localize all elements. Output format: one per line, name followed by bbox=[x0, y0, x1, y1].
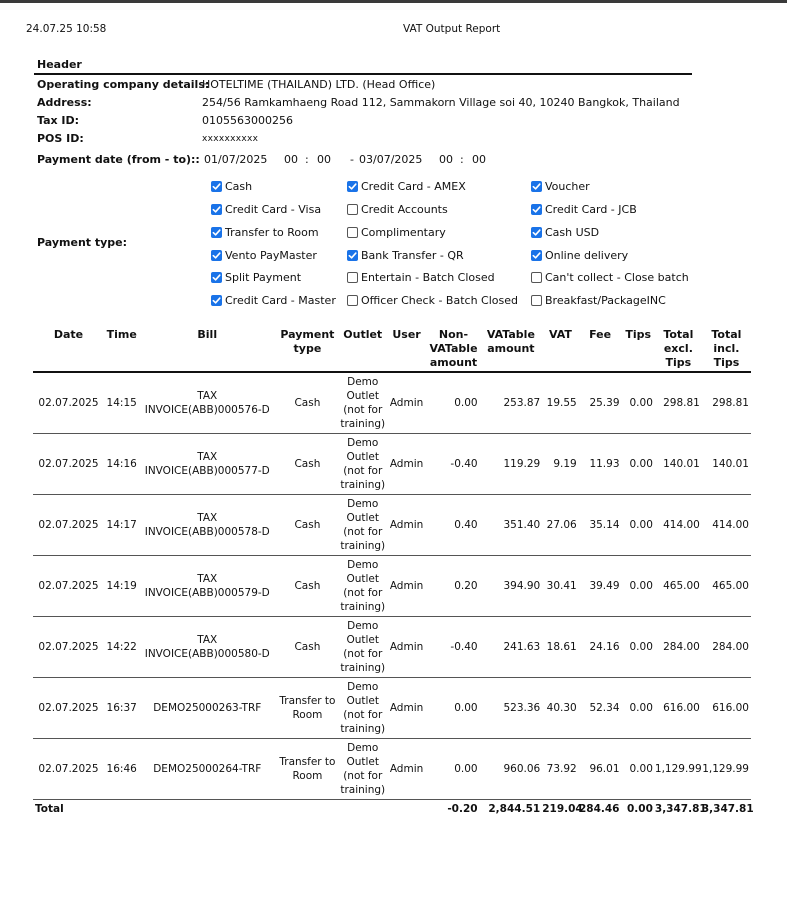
row-date: 02.07.2025 bbox=[33, 495, 104, 556]
checkbox-checked-icon[interactable] bbox=[211, 227, 222, 238]
row-nonvat: 0.00 bbox=[427, 372, 479, 434]
table-row bbox=[33, 495, 751, 556]
company-label: Operating company details: bbox=[37, 78, 210, 91]
row-total-incl-tips: 414.00 bbox=[702, 495, 751, 556]
payment-option[interactable]: Officer Check - Batch Closed bbox=[347, 294, 518, 307]
checkbox-checked-icon[interactable] bbox=[211, 181, 222, 192]
row-total-excl-tips: 414.00 bbox=[655, 495, 702, 556]
row-vatable: 241.63 bbox=[480, 617, 543, 678]
row-payment-type: Transfer to Room bbox=[275, 739, 340, 800]
row-payment-type: Cash bbox=[275, 556, 340, 617]
header-divider bbox=[34, 73, 692, 75]
checkbox-checked-icon[interactable] bbox=[211, 272, 222, 283]
row-vatable: 351.40 bbox=[480, 495, 543, 556]
row-total-excl-tips: 140.01 bbox=[655, 434, 702, 495]
row-date: 02.07.2025 bbox=[33, 739, 104, 800]
table-header-row bbox=[33, 328, 751, 372]
row-payment-type: Cash bbox=[275, 372, 340, 434]
row-bill: DEMO25000264-TRF bbox=[139, 739, 275, 800]
payment-option[interactable]: Credit Accounts bbox=[347, 203, 448, 216]
row-tips: 0.00 bbox=[622, 556, 655, 617]
col-header: Tips bbox=[622, 328, 655, 372]
time-from-minute[interactable]: 00 bbox=[317, 153, 331, 166]
col-header: Fee bbox=[579, 328, 622, 372]
date-from-input[interactable]: 01/07/2025 bbox=[204, 153, 268, 166]
col-header: Total excl. Tips bbox=[655, 328, 702, 372]
row-outlet: Demo Outlet (not for training) bbox=[340, 556, 386, 617]
row-total-incl-tips: 465.00 bbox=[702, 556, 751, 617]
payment-option[interactable]: Transfer to Room bbox=[211, 226, 319, 239]
report-title: VAT Output Report bbox=[403, 23, 501, 35]
print-timestamp: 24.07.25 10:58 bbox=[26, 23, 107, 35]
checkbox-checked-icon[interactable] bbox=[531, 227, 542, 238]
row-vatable: 119.29 bbox=[480, 434, 543, 495]
row-time: 16:37 bbox=[104, 678, 139, 739]
checkbox-checked-icon[interactable] bbox=[531, 250, 542, 261]
row-vat: 40.30 bbox=[542, 678, 579, 739]
row-tips: 0.00 bbox=[622, 617, 655, 678]
checkbox-checked-icon[interactable] bbox=[211, 204, 222, 215]
row-time: 14:19 bbox=[104, 556, 139, 617]
row-user: Admin bbox=[386, 495, 428, 556]
row-time: 14:17 bbox=[104, 495, 139, 556]
row-vat: 18.61 bbox=[542, 617, 579, 678]
payment-option[interactable]: Cash bbox=[211, 180, 252, 193]
row-date: 02.07.2025 bbox=[33, 556, 104, 617]
row-tips: 0.00 bbox=[622, 434, 655, 495]
row-fee: 35.14 bbox=[579, 495, 622, 556]
row-tips: 0.00 bbox=[622, 739, 655, 800]
col-header: Bill bbox=[139, 328, 275, 372]
row-tips: 0.00 bbox=[622, 495, 655, 556]
posid-value: xxxxxxxxxx bbox=[202, 134, 259, 144]
total-row bbox=[33, 800, 751, 819]
table-row bbox=[33, 617, 751, 678]
table-row bbox=[33, 739, 751, 800]
row-vatable: 523.36 bbox=[480, 678, 543, 739]
col-header: Payment type bbox=[275, 328, 340, 372]
top-border bbox=[0, 0, 787, 3]
payment-option[interactable]: Voucher bbox=[531, 180, 590, 193]
checkbox-unchecked-icon[interactable] bbox=[531, 272, 542, 283]
checkbox-unchecked-icon[interactable] bbox=[347, 272, 358, 283]
row-user: Admin bbox=[386, 617, 428, 678]
row-nonvat: -0.40 bbox=[427, 434, 479, 495]
row-time: 14:16 bbox=[104, 434, 139, 495]
payment-option[interactable]: Credit Card - Master bbox=[211, 294, 336, 307]
row-total-excl-tips: 298.81 bbox=[655, 372, 702, 434]
col-header: VATable amount bbox=[480, 328, 543, 372]
total-nonvat: -0.20 bbox=[427, 800, 479, 819]
row-fee: 39.49 bbox=[579, 556, 622, 617]
row-time: 14:22 bbox=[104, 617, 139, 678]
row-outlet: Demo Outlet (not for training) bbox=[340, 495, 386, 556]
time-to-hour[interactable]: 00 bbox=[439, 153, 453, 166]
row-vat: 27.06 bbox=[542, 495, 579, 556]
time-to-minute[interactable]: 00 bbox=[472, 153, 486, 166]
payment-option[interactable]: Can't collect - Close batch bbox=[531, 271, 689, 284]
payment-option[interactable]: Credit Card - Visa bbox=[211, 203, 321, 216]
checkbox-unchecked-icon[interactable] bbox=[347, 295, 358, 306]
row-date: 02.07.2025 bbox=[33, 434, 104, 495]
row-total-incl-tips: 298.81 bbox=[702, 372, 751, 434]
row-total-incl-tips: 1,129.99 bbox=[702, 739, 751, 800]
address-label: Address: bbox=[37, 96, 92, 109]
row-user: Admin bbox=[386, 372, 428, 434]
header-section-label: Header bbox=[37, 58, 82, 71]
row-payment-type: Cash bbox=[275, 495, 340, 556]
total-fee: 284.46 bbox=[579, 800, 622, 819]
row-fee: 52.34 bbox=[579, 678, 622, 739]
table-row bbox=[33, 556, 751, 617]
row-bill: TAX INVOICE(ABB)000580-D bbox=[139, 617, 275, 678]
address-value: 254/56 Ramkamhaeng Road 112, Sammakorn Village soi 40, 10240 Bangkok, Thailand bbox=[202, 96, 680, 109]
checkbox-checked-icon[interactable] bbox=[347, 181, 358, 192]
total-vat: 219.04 bbox=[542, 800, 579, 819]
row-nonvat: 0.20 bbox=[427, 556, 479, 617]
table-row bbox=[33, 678, 751, 739]
payment-option[interactable]: Entertain - Batch Closed bbox=[347, 271, 495, 284]
row-payment-type: Transfer to Room bbox=[275, 678, 340, 739]
payment-option[interactable]: Credit Card - AMEX bbox=[347, 180, 466, 193]
col-header: Outlet bbox=[340, 328, 386, 372]
row-nonvat: 0.40 bbox=[427, 495, 479, 556]
taxid-value: 0105563000256 bbox=[202, 114, 293, 127]
row-outlet: Demo Outlet (not for training) bbox=[340, 434, 386, 495]
row-total-incl-tips: 284.00 bbox=[702, 617, 751, 678]
row-tips: 0.00 bbox=[622, 372, 655, 434]
date-range-dash: - bbox=[350, 153, 354, 166]
row-bill: DEMO25000263-TRF bbox=[139, 678, 275, 739]
total-excl-tips: 3,347.81 bbox=[655, 800, 702, 819]
row-bill: TAX INVOICE(ABB)000576-D bbox=[139, 372, 275, 434]
checkbox-unchecked-icon[interactable] bbox=[347, 227, 358, 238]
time-from-separator: : bbox=[305, 153, 309, 166]
row-outlet: Demo Outlet (not for training) bbox=[340, 678, 386, 739]
total-incl-tips: 3,347.81 bbox=[702, 800, 751, 819]
row-fee: 25.39 bbox=[579, 372, 622, 434]
row-vat: 73.92 bbox=[542, 739, 579, 800]
row-date: 02.07.2025 bbox=[33, 678, 104, 739]
row-payment-type: Cash bbox=[275, 617, 340, 678]
row-date: 02.07.2025 bbox=[33, 372, 104, 434]
row-payment-type: Cash bbox=[275, 434, 340, 495]
company-value: HOTELTIME (THAILAND) LTD. (Head Office) bbox=[202, 78, 436, 91]
col-header: Time bbox=[104, 328, 139, 372]
payment-date-label: Payment date (from - to):: bbox=[37, 153, 200, 166]
checkbox-checked-icon[interactable] bbox=[531, 204, 542, 215]
row-tips: 0.00 bbox=[622, 678, 655, 739]
row-bill: TAX INVOICE(ABB)000577-D bbox=[139, 434, 275, 495]
row-outlet: Demo Outlet (not for training) bbox=[340, 739, 386, 800]
row-vatable: 960.06 bbox=[480, 739, 543, 800]
row-user: Admin bbox=[386, 739, 428, 800]
row-time: 16:46 bbox=[104, 739, 139, 800]
checkbox-checked-icon[interactable] bbox=[347, 250, 358, 261]
row-total-incl-tips: 616.00 bbox=[702, 678, 751, 739]
row-user: Admin bbox=[386, 556, 428, 617]
row-total-excl-tips: 465.00 bbox=[655, 556, 702, 617]
date-to-input[interactable]: 03/07/2025 bbox=[359, 153, 423, 166]
row-nonvat: -0.40 bbox=[427, 617, 479, 678]
col-header: Date bbox=[33, 328, 104, 372]
table-row bbox=[33, 372, 751, 434]
total-tips: 0.00 bbox=[622, 800, 655, 819]
col-header: VAT bbox=[542, 328, 579, 372]
posid-label: POS ID: bbox=[37, 132, 84, 145]
col-header: Non-VATable amount bbox=[427, 328, 479, 372]
row-vat: 30.41 bbox=[542, 556, 579, 617]
row-total-excl-tips: 616.00 bbox=[655, 678, 702, 739]
row-user: Admin bbox=[386, 434, 428, 495]
col-header: User bbox=[386, 328, 428, 372]
row-fee: 11.93 bbox=[579, 434, 622, 495]
row-vat: 9.19 bbox=[542, 434, 579, 495]
time-from-hour[interactable]: 00 bbox=[284, 153, 298, 166]
row-total-excl-tips: 1,129.99 bbox=[655, 739, 702, 800]
checkbox-unchecked-icon[interactable] bbox=[347, 204, 358, 215]
col-header: Total incl. Tips bbox=[702, 328, 751, 372]
table-row bbox=[33, 434, 751, 495]
row-total-incl-tips: 140.01 bbox=[702, 434, 751, 495]
time-to-separator: : bbox=[460, 153, 464, 166]
row-total-excl-tips: 284.00 bbox=[655, 617, 702, 678]
payment-option[interactable]: Bank Transfer - QR bbox=[347, 249, 464, 262]
row-user: Admin bbox=[386, 678, 428, 739]
vat-report-table bbox=[33, 328, 754, 818]
total-vatable: 2,844.51 bbox=[480, 800, 543, 819]
row-outlet: Demo Outlet (not for training) bbox=[340, 617, 386, 678]
payment-option[interactable]: Online delivery bbox=[531, 249, 628, 262]
row-bill: TAX INVOICE(ABB)000579-D bbox=[139, 556, 275, 617]
payment-option[interactable]: Credit Card - JCB bbox=[531, 203, 637, 216]
row-outlet: Demo Outlet (not for training) bbox=[340, 372, 386, 434]
payment-type-label: Payment type: bbox=[37, 236, 128, 249]
row-fee: 96.01 bbox=[579, 739, 622, 800]
row-nonvat: 0.00 bbox=[427, 739, 479, 800]
checkbox-checked-icon[interactable] bbox=[211, 250, 222, 261]
payment-option[interactable]: Vento PayMaster bbox=[211, 249, 317, 262]
row-date: 02.07.2025 bbox=[33, 617, 104, 678]
row-bill: TAX INVOICE(ABB)000578-D bbox=[139, 495, 275, 556]
payment-option[interactable]: Complimentary bbox=[347, 226, 446, 239]
row-time: 14:15 bbox=[104, 372, 139, 434]
total-label: Total bbox=[33, 800, 104, 819]
row-nonvat: 0.00 bbox=[427, 678, 479, 739]
row-vat: 19.55 bbox=[542, 372, 579, 434]
row-vatable: 253.87 bbox=[480, 372, 543, 434]
payment-option[interactable]: Cash USD bbox=[531, 226, 599, 239]
row-vatable: 394.90 bbox=[480, 556, 543, 617]
payment-option[interactable]: Split Payment bbox=[211, 271, 301, 284]
taxid-label: Tax ID: bbox=[37, 114, 80, 127]
checkbox-checked-icon[interactable] bbox=[211, 295, 222, 306]
row-fee: 24.16 bbox=[579, 617, 622, 678]
checkbox-unchecked-icon[interactable] bbox=[531, 295, 542, 306]
payment-option[interactable]: Breakfast/PackageINC bbox=[531, 294, 666, 307]
checkbox-checked-icon[interactable] bbox=[531, 181, 542, 192]
